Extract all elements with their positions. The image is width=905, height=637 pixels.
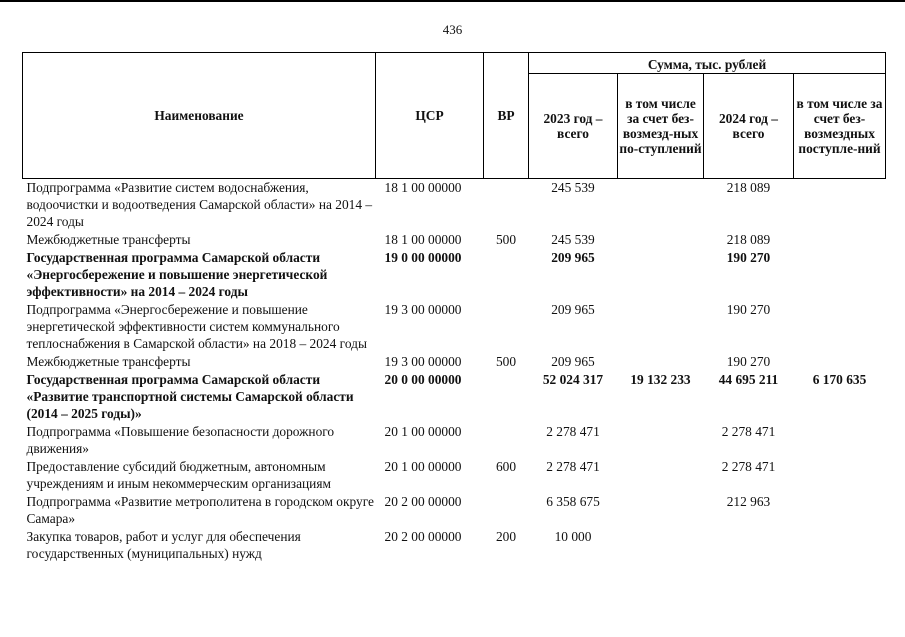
table-row: [23, 458, 886, 493]
cell-2023-total: 2 278 471: [546, 459, 600, 474]
table-header: [23, 53, 886, 179]
table-row: [23, 179, 886, 232]
header-2024-free: в том числе за счет без-возмездных поступле-ний: [794, 74, 886, 179]
cell-csr: 20 1 00 00000: [384, 459, 462, 474]
cell-2024-free: [794, 423, 886, 458]
cell-vr: [484, 371, 529, 423]
cell-name: Подпрограмма «Повышение безопасности дорожного движения»: [26, 424, 335, 456]
header-2023-free: в том числе за счет без-возмезд-ных по-ступлений: [618, 74, 704, 179]
header-csr: ЦСР: [376, 53, 484, 179]
cell-2023-total: 209 965: [551, 302, 595, 317]
cell-2023-total: 10 000: [554, 529, 592, 544]
budget-table: [22, 52, 886, 563]
cell-name: Предоставление субсидий бюджетным, автономным учреждениям и иным некоммерческим организациям: [26, 459, 331, 491]
table-row: [23, 423, 886, 458]
cell-2023-total: 209 965: [551, 250, 595, 265]
cell-name: Государственная программа Самарской области «Энергосбережение и повышение энергетической эффективности» на 2014 – 2024 годы: [26, 250, 328, 299]
cell-name: Закупка товаров, работ и услуг для обеспечения государственных (муниципальных) нужд: [26, 529, 301, 561]
header-name: Наименование: [23, 53, 376, 179]
cell-2024-total: 190 270: [726, 302, 771, 317]
cell-csr: 19 3 00 00000: [384, 302, 462, 317]
cell-2024-total: 218 089: [726, 180, 771, 195]
page-number: 436: [442, 22, 463, 37]
cell-2023-free: [618, 231, 704, 249]
cell-2023-free: [618, 179, 704, 232]
table-body: [23, 179, 886, 564]
header-2024-total: 2024 год – всего: [704, 74, 794, 179]
cell-2023-total: 2 278 471: [546, 424, 600, 439]
cell-csr: 20 1 00 00000: [384, 424, 462, 439]
header-2023-total: 2023 год – всего: [529, 74, 618, 179]
cell-2024-total: 212 963: [726, 494, 771, 509]
cell-vr: [484, 301, 529, 353]
cell-2024-free: [794, 231, 886, 249]
cell-2024-free: [794, 353, 886, 371]
cell-vr: 500: [495, 354, 517, 369]
cell-csr: 19 0 00 00000: [384, 250, 462, 265]
cell-2023-free: [618, 528, 704, 563]
cell-2023-total: 245 539: [551, 180, 595, 195]
cell-name: Межбюджетные трансферты: [26, 354, 191, 369]
cell-2023-free: [618, 353, 704, 371]
table-row: [23, 301, 886, 353]
cell-2024-total: 190 270: [726, 354, 771, 369]
cell-2024-total: [704, 528, 794, 563]
cell-name: Государственная программа Самарской области «Развитие транспортной системы Самарской области (2014 – 2025 годы)»: [26, 372, 354, 421]
table-row: [23, 231, 886, 249]
cell-2024-total: 190 270: [726, 250, 771, 265]
cell-2024-free: [794, 301, 886, 353]
cell-2024-free: [794, 528, 886, 563]
cell-vr: 500: [495, 232, 517, 247]
cell-vr: [484, 179, 529, 232]
cell-name: Межбюджетные трансферты: [26, 232, 191, 247]
cell-csr: 20 2 00 00000: [384, 494, 462, 509]
cell-2023-total: 52 024 317: [542, 372, 604, 387]
table-row: [23, 353, 886, 371]
cell-name: Подпрограмма «Развитие систем водоснабжения, водоочистки и водоотведения Самарской области» на 2014 – 2024 годы: [26, 180, 373, 229]
cell-2023-total: 245 539: [551, 232, 595, 247]
cell-name: Подпрограмма «Развитие метрополитена в городском округе Самара»: [26, 494, 374, 526]
cell-2024-total: 2 278 471: [721, 424, 776, 439]
top-rule: [0, 0, 905, 2]
cell-csr: 18 1 00 00000: [384, 232, 462, 247]
cell-2023-free: [618, 249, 704, 301]
cell-2024-total: 44 695 211: [718, 372, 779, 387]
cell-2024-free: 6 170 635: [812, 372, 867, 387]
cell-2023-free: [618, 301, 704, 353]
cell-2023-free: [618, 458, 704, 493]
cell-csr: 18 1 00 00000: [384, 180, 462, 195]
cell-2024-free: [794, 179, 886, 232]
cell-vr: [484, 493, 529, 528]
cell-2023-total: 209 965: [551, 354, 595, 369]
cell-2024-free: [794, 493, 886, 528]
cell-csr: 20 0 00 00000: [384, 372, 462, 387]
cell-vr: 600: [495, 459, 517, 474]
table-row: [23, 249, 886, 301]
cell-2023-free: [618, 423, 704, 458]
header-sum-group: Сумма, тыс. рублей: [529, 53, 886, 74]
cell-csr: 19 3 00 00000: [384, 354, 462, 369]
table-row: [23, 371, 886, 423]
cell-vr: 200: [495, 529, 517, 544]
cell-2024-total: 2 278 471: [721, 459, 776, 474]
cell-name: Подпрограмма «Энергосбережение и повышение энергетической эффективности систем коммунального теплоснабжения в Самарской области» на 2018 – 2024 годы: [26, 302, 367, 351]
cell-2023-free: 19 132 233: [630, 372, 691, 387]
cell-2024-free: [794, 249, 886, 301]
cell-csr: 20 2 00 00000: [384, 529, 462, 544]
cell-vr: [484, 423, 529, 458]
cell-2024-total: 218 089: [726, 232, 771, 247]
header-vr: ВР: [484, 53, 529, 179]
table-row: [23, 528, 886, 563]
cell-2023-total: 6 358 675: [546, 494, 600, 509]
table-row: [23, 493, 886, 528]
cell-2024-free: [794, 458, 886, 493]
cell-vr: [484, 249, 529, 301]
cell-2023-free: [618, 493, 704, 528]
